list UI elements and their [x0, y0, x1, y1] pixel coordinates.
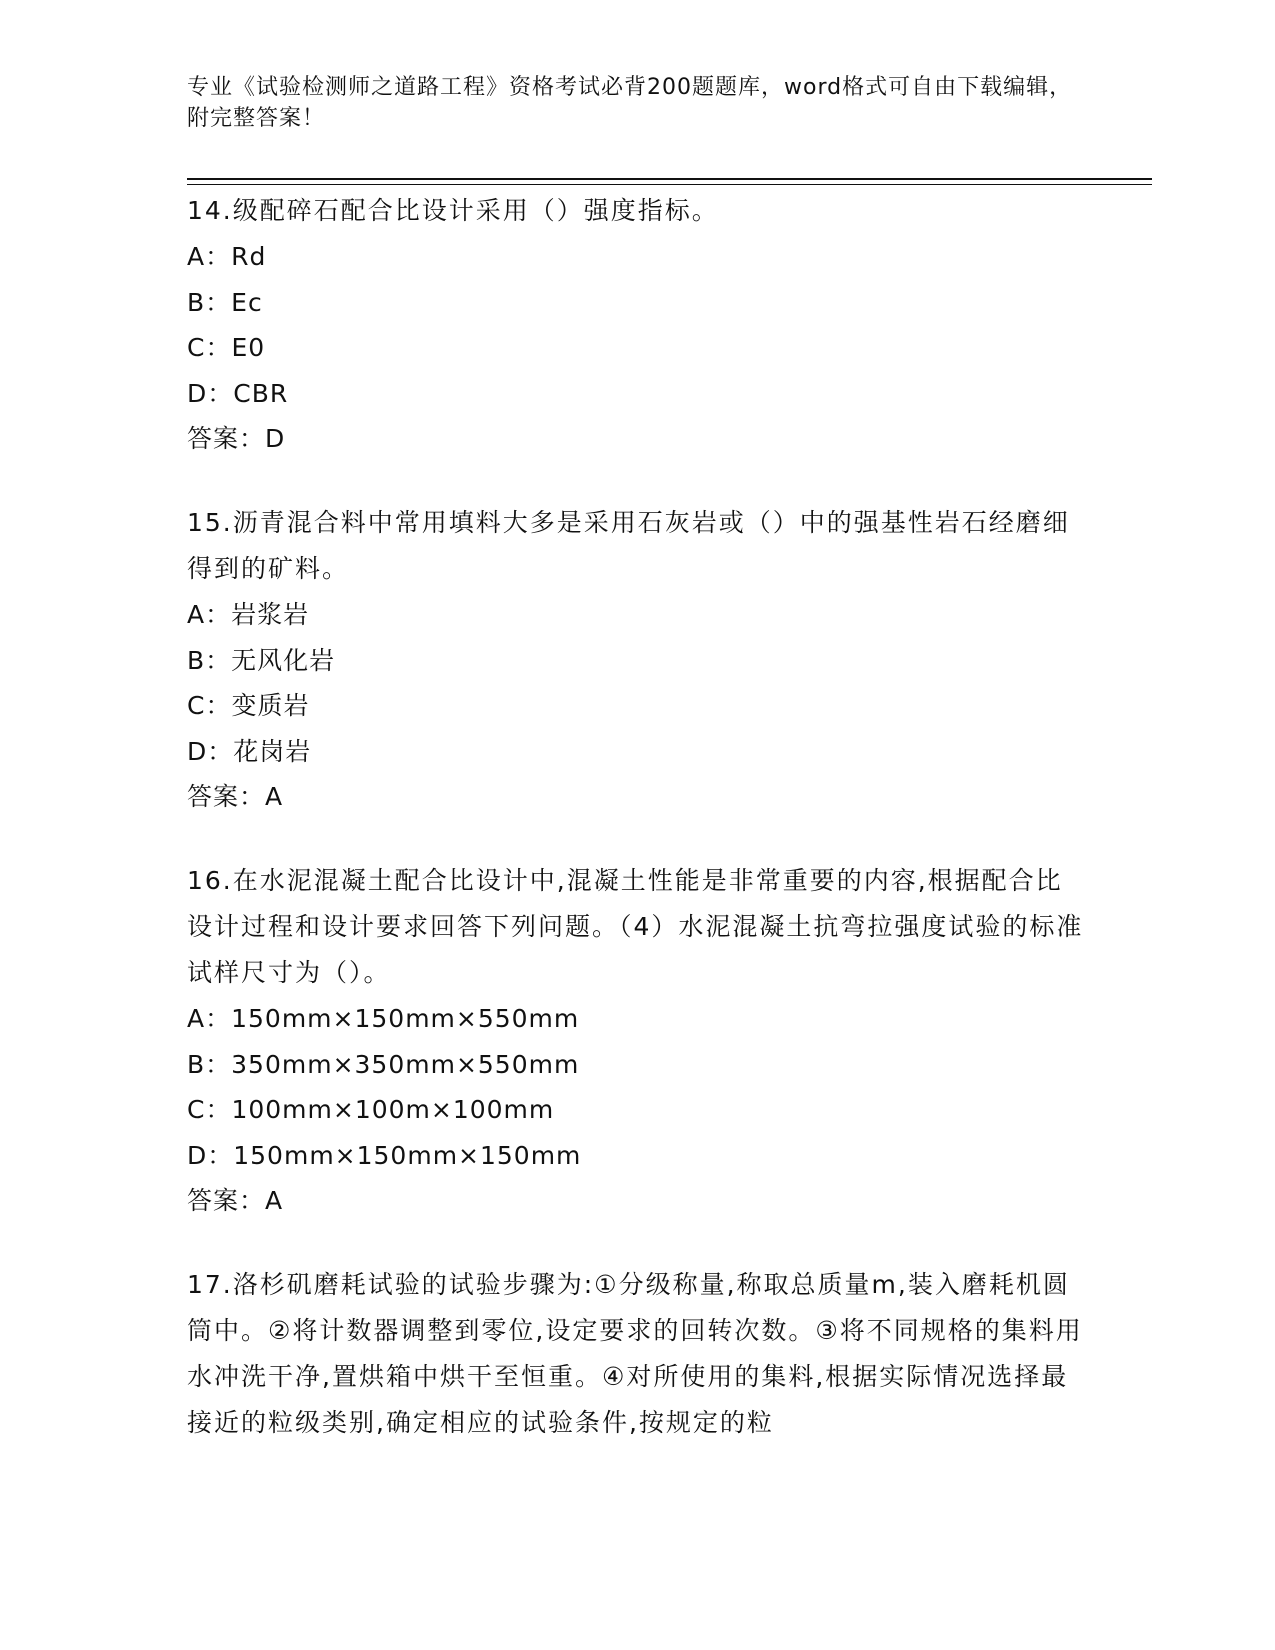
question-17 — [187, 1262, 1087, 1446]
question-list — [187, 188, 1087, 1485]
option-a: A：岩浆岩 — [187, 600, 310, 629]
answer-line: 答案：A — [187, 1186, 284, 1215]
option-c: C：变质岩 — [187, 691, 310, 720]
option-c: C：100mm×100m×100mm — [187, 1095, 555, 1124]
option-b: B：Ec — [187, 287, 263, 317]
option-b: B：无风化岩 — [187, 645, 336, 675]
option-d: D：CBR — [187, 378, 289, 408]
question-text: 17.洛杉矶磨耗试验的试验步骤为:①分级称量,称取总质量m,装入磨耗机圆筒中。②将计数器调整到零位,设定要求的回转次数。③将不同规格的集料用水冲洗干净,置烘箱中烘干至恒重。④对所使用的集料,根据实际情况选择最接近的粒级类别,确定相应的试验条件,按规定的粒 — [187, 1270, 1083, 1437]
document-header: 专业《试验检测师之道路工程》资格考试必背200题题库，word格式可自由下载编辑，附完整答案！ — [187, 75, 1073, 131]
option-b: B：350mm×350mm×550mm — [187, 1049, 580, 1079]
option-d: D：150mm×150mm×150mm — [187, 1140, 582, 1170]
answer-line: 答案：A — [187, 782, 284, 811]
header-divider-thin — [187, 184, 1152, 185]
question-text: 15.沥青混合料中常用填料大多是采用石灰岩或（）中的强基性岩石经磨细得到的矿料。 — [187, 508, 1070, 583]
option-a: A：Rd — [187, 242, 267, 271]
question-14 — [187, 188, 1087, 461]
question-text: 14.级配碎石配合比设计采用（）强度指标。 — [187, 196, 719, 225]
option-c: C：E0 — [187, 333, 266, 362]
question-15 — [187, 500, 1087, 819]
question-16 — [187, 858, 1087, 1223]
option-a: A：150mm×150mm×550mm — [187, 1004, 580, 1033]
header-divider-thick — [187, 178, 1152, 180]
option-d: D：花岗岩 — [187, 736, 312, 766]
answer-line: 答案：D — [187, 424, 286, 453]
question-text: 16.在水泥混凝土配合比设计中,混凝土性能是非常重要的内容,根据配合比设计过程和设计要求回答下列问题。（4）水泥混凝土抗弯拉强度试验的标准试样尺寸为（）。 — [187, 866, 1084, 987]
